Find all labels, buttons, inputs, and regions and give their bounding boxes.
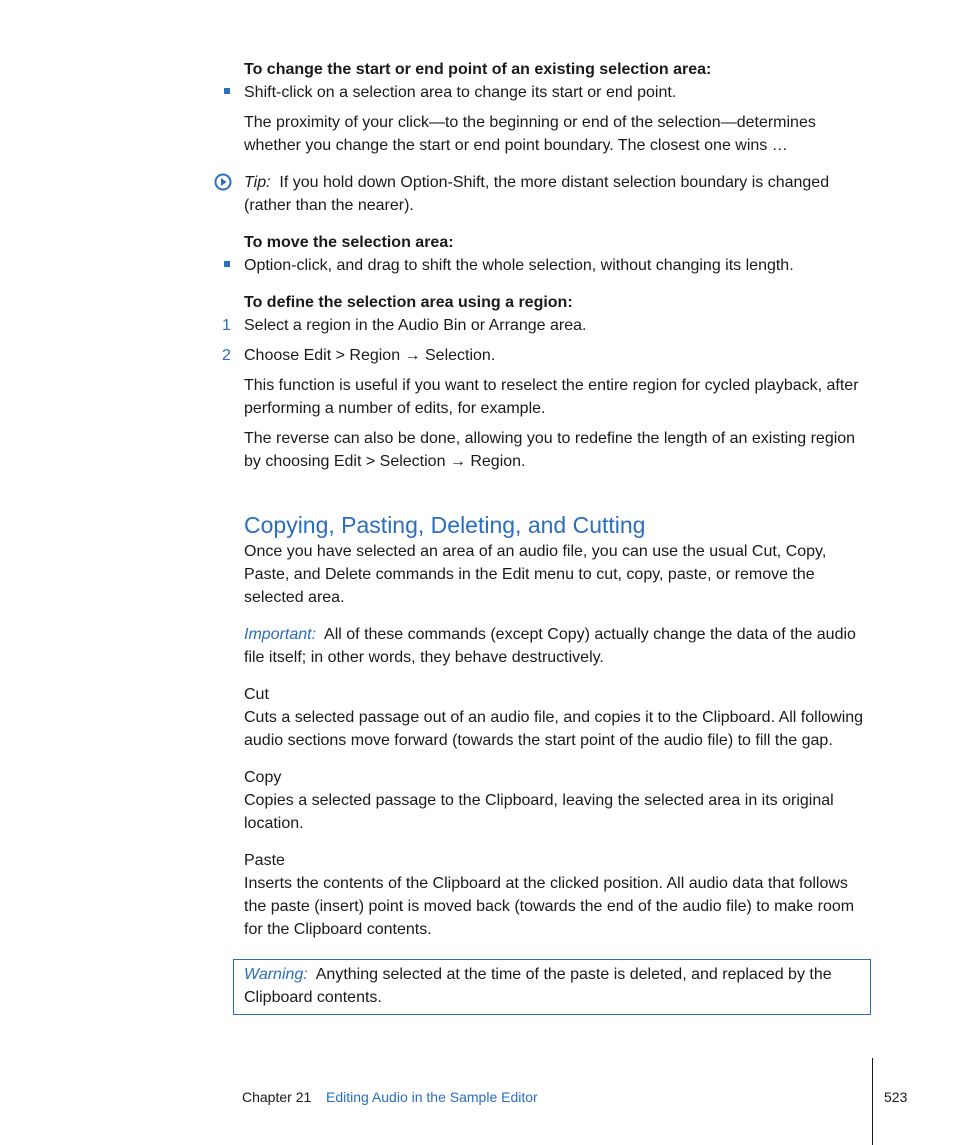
bullet-shift-click: Shift-click on a selection area to change its start or end point. xyxy=(244,84,677,101)
tip-paragraph xyxy=(244,171,874,217)
tip-arrow-icon xyxy=(214,173,232,191)
important-text: All of these commands (except Copy) actually change the data of the audio file itself; in other words, they behave destructively. xyxy=(244,626,856,666)
term-cut: Cut xyxy=(244,686,269,703)
def-paste: Inserts the contents of the Clipboard at the clicked position. All audio data that follows the paste (insert) point is moved back (towards the end of the audio file) to make room for the Clipboard contents. xyxy=(244,875,855,938)
warning-label: Warning: xyxy=(244,966,308,983)
footer-chapter: Chapter 21 xyxy=(242,1089,312,1105)
footer-divider xyxy=(872,1058,873,1145)
tip-text: If you hold down Option-Shift, the more distant selection boundary is changed (rather than the nearer). xyxy=(244,174,830,214)
step-1-text: Select a region in the Audio Bin or Arrange area. xyxy=(244,317,587,334)
para-intro: Once you have selected an area of an audio file, you can use the usual Cut, Copy, Paste, and Delete commands in the Edit menu to cut, copy, paste, or remove the selected area. xyxy=(244,543,827,606)
para-proximity: The proximity of your click—to the beginning or end of the selection—determines whether you change the start or end point boundary. The closest one wins … xyxy=(244,114,816,154)
step-number: 2 xyxy=(222,347,231,364)
warning-text: Anything selected at the time of the paste is deleted, and replaced by the Clipboard contents. xyxy=(244,966,832,1006)
def-cut: Cuts a selected passage out of an audio file, and copies it to the Clipboard. All following audio sections move forward (towards the start point of the audio file) to fill the gap. xyxy=(244,709,864,749)
term-copy: Copy xyxy=(244,769,282,786)
square-bullet-icon xyxy=(224,261,230,267)
square-bullet-icon xyxy=(224,88,230,94)
tip-label: Tip: xyxy=(244,174,271,191)
bullet-option-click: Option-click, and drag to shift the whole selection, without changing its length. xyxy=(244,257,794,274)
section-title: Copying, Pasting, Deleting, and Cutting xyxy=(244,512,646,538)
page-number: 523 xyxy=(884,1089,908,1105)
para-useful: This function is useful if you want to reselect the entire region for cycled playback, after performing a number of edits, for example. xyxy=(244,377,859,417)
term-paste: Paste xyxy=(244,852,285,869)
heading-move-selection: To move the selection area: xyxy=(244,234,454,251)
footer-chapter-title: Editing Audio in the Sample Editor xyxy=(326,1089,538,1105)
heading-define-selection: To define the selection area using a region: xyxy=(244,294,573,311)
def-copy: Copies a selected passage to the Clipboard, leaving the selected area in its original location. xyxy=(244,792,834,832)
important-label: Important: xyxy=(244,626,317,643)
step-number: 1 xyxy=(222,317,231,334)
para-reverse: The reverse can also be done, allowing you to redefine the length of an existing region by choosing Edit > Selection → Region. xyxy=(244,430,856,470)
step-2-text: Choose Edit > Region → Selection. xyxy=(244,347,496,364)
warning-paragraph xyxy=(244,963,864,1009)
important-paragraph xyxy=(244,623,874,669)
heading-change-selection: To change the start or end point of an existing selection area: xyxy=(244,61,712,78)
